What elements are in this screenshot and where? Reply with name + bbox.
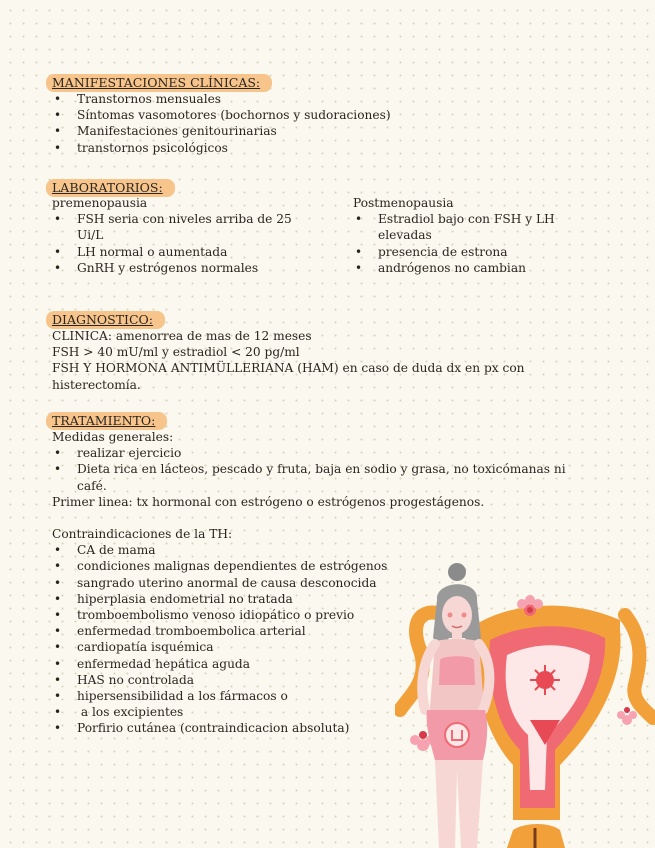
manifestaciones-list (52, 91, 572, 156)
list-item: • a los excipientes (52, 704, 597, 720)
diagnostico-line: CLINICA: amenorrea de mas de 12 meses (52, 329, 312, 343)
section-heading-laboratorios: LABORATORIOS: (46, 179, 175, 197)
manifestaciones-list-block (52, 91, 572, 156)
premenopausia-block (52, 195, 317, 276)
list-item: • Transtornos mensuales (52, 91, 572, 107)
list-item: • sangrado uterino anormal de causa desconocida (52, 575, 597, 591)
medidas-list (52, 445, 597, 494)
list-item: • LH normal o aumentada (52, 244, 317, 260)
list-item: • transtornos psicológicos (52, 140, 572, 156)
section-heading-diagnostico: DIAGNOSTICO: (46, 311, 165, 329)
list-item: • hiperplasia endometrial no tratada (52, 591, 597, 607)
list-item: • HAS no controlada (52, 672, 597, 688)
list-item: • Síntomas vasomotores (bochornos y sudoraciones) (52, 107, 572, 123)
list-item: • tromboembolismo venoso idiopático o previo (52, 607, 597, 623)
list-item: • presencia de estrona (353, 244, 593, 260)
diagnostico-line: FSH > 40 mU/ml y estradiol < 20 pg/ml (52, 345, 300, 360)
list-item: • FSH seria con niveles arriba de 25 Ui/L (52, 211, 312, 243)
list-item: • Porfirio cutánea (contraindicacion absoluta) (52, 720, 597, 736)
list-item: • condiciones malignas dependientes de estrógenos (52, 558, 597, 574)
list-item: • cardiopatía isquémica (52, 639, 597, 655)
premenopausia-list (52, 211, 317, 276)
postmenopausia-block (353, 195, 593, 276)
spacer (52, 510, 597, 526)
list-item: • andrógenos no cambian (353, 260, 593, 276)
postmenopausia-list (353, 211, 593, 276)
diagnostico-line: FSH Y HORMONA ANTIMÜLLERIANA (HAM) en caso de duda dx en px con histerectomía. (52, 361, 525, 392)
section-heading-tratamiento: TRATAMIENTO: (46, 412, 167, 430)
contraindicaciones-title: Contraindicaciones de la TH: (52, 527, 233, 542)
list-item: • Manifestaciones genitourinarias (52, 123, 572, 139)
list-item: • Dieta rica en lácteos, pescado y fruta, baja en sodio y grasa, no toxicómanas ni café. (52, 461, 597, 493)
section-heading-manifestaciones: MANIFESTACIONES CLÍNICAS: (46, 74, 272, 92)
list-item: • realizar ejercicio (52, 445, 597, 461)
premenopausia-title: premenopausia (52, 196, 148, 210)
flower-icon (617, 707, 637, 725)
diagnostico-block (52, 328, 572, 393)
primer-linea-text: Primer linea: tx hormonal con estrógeno o estrógenos progestágenos. (52, 494, 485, 509)
medidas-title: Medidas generales: (52, 430, 174, 444)
list-item: • Estradiol bajo con FSH y LH elevadas (353, 211, 578, 243)
list-item: • enfermedad tromboembolica arterial (52, 623, 597, 639)
postmenopausia-title: Postmenopausia (353, 196, 454, 210)
list-item: • hipersensibilidad a los fármacos o (52, 688, 597, 704)
woman-uterus-illustration (395, 560, 655, 848)
list-item: • enfermedad hepática aguda (52, 656, 597, 672)
list-item: • CA de mama (52, 542, 597, 558)
list-item: • GnRH y estrógenos normales (52, 260, 317, 276)
